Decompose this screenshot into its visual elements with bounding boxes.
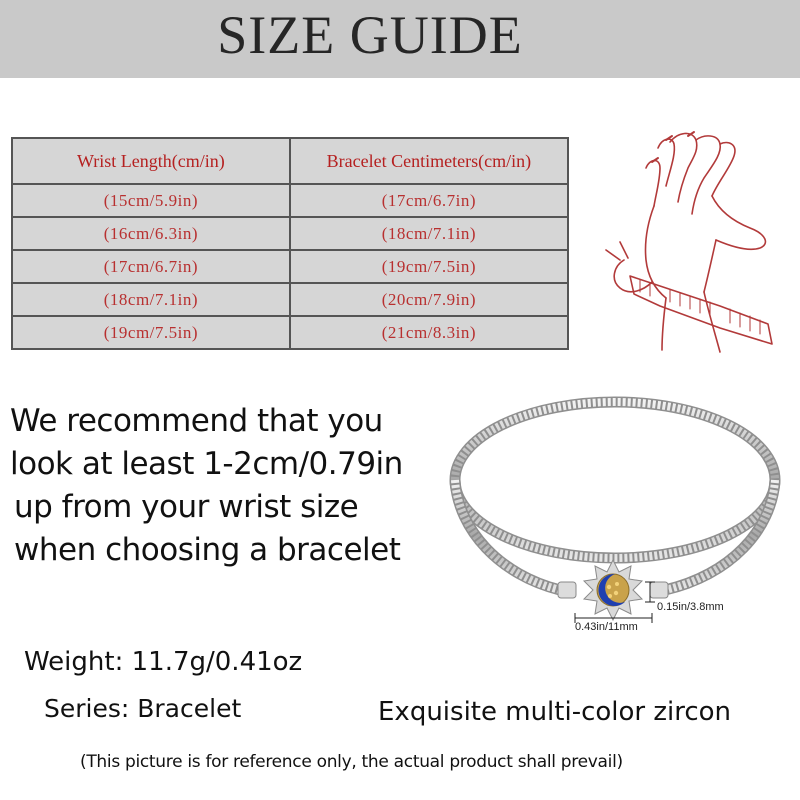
series-text: Series: Bracelet — [44, 694, 242, 723]
table-row — [12, 316, 568, 349]
recommendation-line: We recommend that you — [10, 403, 383, 439]
table-cell-wrist: (17cm/6.7in) — [12, 250, 290, 283]
clasp-width-label: 0.43in/11mm — [575, 621, 638, 633]
recommendation-line: when choosing a bracelet — [14, 532, 401, 568]
table-cell-bracelet: (17cm/6.7in) — [290, 184, 568, 217]
recommendation-text — [10, 400, 403, 572]
table-cell-wrist: (19cm/7.5in) — [12, 316, 290, 349]
recommendation-line: up from your wrist size — [14, 489, 359, 525]
table-cell-bracelet: (18cm/7.1in) — [290, 217, 568, 250]
table-cell-bracelet: (19cm/7.5in) — [290, 250, 568, 283]
disclaimer-text: (This picture is for reference only, the actual product shall prevail) — [80, 752, 623, 772]
page-title: SIZE GUIDE — [217, 5, 523, 65]
table-row — [12, 217, 568, 250]
recommendation-line: look at least 1-2cm/0.79in — [10, 446, 403, 482]
weight-text: Weight: 11.7g/0.41oz — [24, 647, 303, 677]
sun-moon-charm — [584, 560, 642, 620]
table-cell-wrist: (18cm/7.1in) — [12, 283, 290, 316]
table-cell-wrist: (15cm/5.9in) — [12, 184, 290, 217]
table-row — [12, 283, 568, 316]
table-header-wrist: Wrist Length(cm/in) — [12, 138, 290, 184]
hand-measuring-illustration — [600, 110, 795, 380]
table-cell-wrist: (16cm/6.3in) — [12, 217, 290, 250]
table-row — [12, 184, 568, 217]
table-row — [12, 250, 568, 283]
feature-text: Exquisite multi-color zircon — [378, 697, 732, 727]
size-table — [11, 137, 569, 350]
table-header-bracelet: Bracelet Centimeters(cm/in) — [290, 138, 568, 184]
table-cell-bracelet: (20cm/7.9in) — [290, 283, 568, 316]
table-header-row — [12, 138, 568, 184]
bracelet-image — [430, 380, 790, 660]
table-cell-bracelet: (21cm/8.3in) — [290, 316, 568, 349]
chain-thickness-label: 0.15in/3.8mm — [657, 601, 724, 613]
